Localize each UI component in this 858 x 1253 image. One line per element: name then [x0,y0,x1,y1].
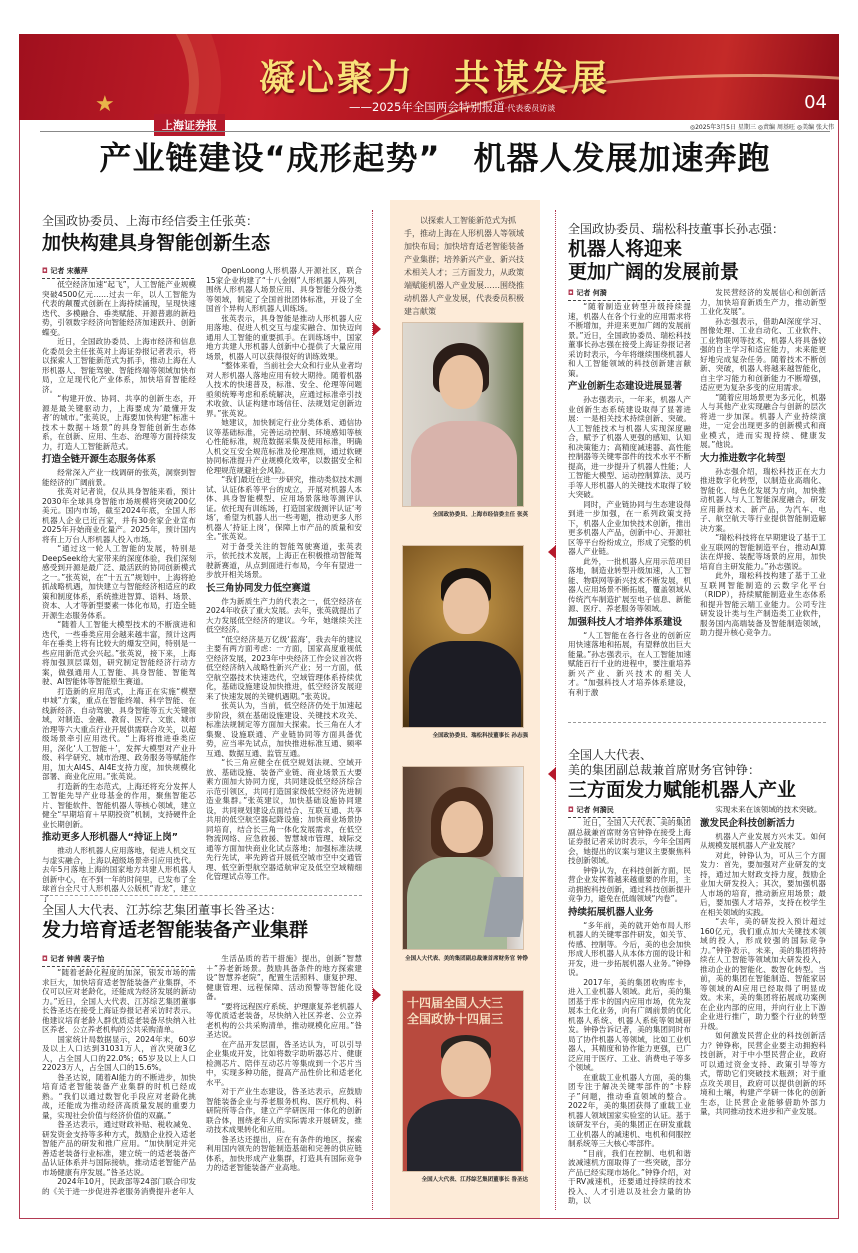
paragraph: 孙志强表示，借助AI深度学习、图像处理、工业自动化、工业软件、工业物联网等技术，机器人将具备较强的自主学习和适应能力，未来能更好地完成复杂任务。随着技术不断创新、突破，机器人将越来越智能化，自主学习能力和创新能力不断增强，适应更为复杂多变的应用需求。 [700,316,826,392]
paragraph: “目前，我们在控制、电机和谐波减速机方面取得了一些突破，部分产品已经实现市场化。”钟铮介绍，对于RV减速机，还要通过持续的技术投入、人才引进以及社会力量的协助，以 [568,1148,691,1205]
paragraph: “通过这一轮人工智能的发展，特别是DeepSeek给大家带来的深度体验，我们深刻感受到开源是最广泛、最活跃的协同创新模式之一。”张英说，在“十五五”规划中，上海将抢抓战略机遇，加快建立与智能经济相适应的政策和制度体系，系统推进智算、语料、场景、资本、人才等新型要素一体化布局，打造全链开源生态服务体系。 [42,544,196,620]
column-divider [372,210,373,1210]
paragraph: 此外，一批机器人应用示范项目落地，制造业转型升级加速，人工智能、物联网等新兴技术不断发展，机器人应用场景不断拓展，覆盖领域从传统汽车制造扩展至电子信息、新能源、医疗、养老服务等领域。 [568,556,691,613]
paragraph: “随着老龄化程度的加深，银发市场的需求巨大，加快培育适老智能装备产业集群，不仅可以应对老龄化，还能成为经济发展的新动力。”近日，全国人大代表、江苏综艺集团董事长昝圣达在接受上海证券报记者采访时表示。他建议培育老龄人群优质适老装备尽快纳入社区养老、公立养老机构的公共采购清单。 [42,968,196,1034]
paragraph: “整体来看，当前社会大众和行业从业者均对人形机器人落地应用有较大期待。随着机器人技术的快速普及，标准、安全、伦理等问题亟须统筹考虑和系统解决，应通过标准牵引技术收敛、认证构建市场信任、法规划定创新边界。”张英说。 [206,361,362,418]
paragraph: “多年前，美的就开始布局人形机器人的关键零部件研发，如关节、传感、控制等。今后，美的也会加快形成人形机器人从本体方面的设计和开发，进一步拓展机器人业务。”钟铮说。 [568,920,691,977]
section-subheading: 推动更多人形机器人“持证上岗” [42,832,178,843]
paragraph: 在产品开发层面，昝圣达认为，可以引导企业集成开发，比如将数字助听器芯片、健康检测芯片、陪伴互动芯片等集成到一个芯片当中，实现多种功能，提高产品性价比和适老化水平。 [206,1039,362,1087]
paragraph: “长三角应健全在低空规划法规、空域开放、基础设施、装备产业链、商业场景五大要素方面加大协同力度，共同建设低空经济综合示范引领区，共同打造国家级低空经济先进制造业集群。”张英建议，加快基础设施协同建设，共同规划建设点面结合、互联互通、共享共用的低空航空器起降设施；加快商业场景协同培育，结合长三角一体化发展需求，在低空物流网络、应急救援、智慧城市管理、城际交通等方面加快商业化试点落地；加强标准法规先行先试，率先跨省开展低空城市空中交通管理、低空新型航空器适航审定及低空空域精细化管理试点等工作。 [206,758,362,881]
paragraph: 作为新质生产力的代表之一，低空经济在2024年收获了重大发展。去年，张英就提出了大力发展低空经济的建议。今年，她继续关注低空经济。 [206,596,363,634]
paragraph: 昝圣达还提出，应在有条件的地区，探索利用国内领先的智能制造基础和完善的供应链体系，加快形成产业集群，打造具有国际竞争力的适老智能装备产业高地。 [206,1134,362,1172]
column-divider [555,210,556,1210]
section-subheading: 持续拓展机器人业务 [568,906,654,918]
paragraph: 近日，全国政协委员、上海市经济和信息化委员会主任张英对上海证券报记者表示，将以探索人工智能新范式为抓手，推动上海在人形机器人、智能驾驶、智能终端等领域加快布局，立足现代化产业体系，加快培育智能经济。 [42,337,196,394]
paragraph: “随着制造业转型升级持续提速，机器人在各个行业的应用需求将不断增加，并迎来更加广阔的发展前景。”近日，全国政协委员、瑞松科技董事长孙志强在接受上海证券报记者采访时表示，今年将继续围绕机器人和人工智能领域的科技创新建言献策。 [568,302,691,378]
banner-title: 凝心聚力 共谋发展 [259,58,611,99]
paragraph: 对于产业生态建设，昝圣达表示，应鼓励智能装备企业与养老服务机构、医疗机构、科研院所等合作，建立产学研医用一体化的创新联合体，围绕老年人的实际需求开展研发，推动技术成果转化和应用。 [206,1087,362,1134]
article-title: 加快构建具身智能创新生态 [42,232,271,254]
paragraph: 对此，钟铮认为，可从三个方面发力：首先，要加强对产业研发的支持，通过加大财政支持力度，鼓励企业加大研发投入；其次，要加强机器人市场的培育，推动新应用场景；最后，要加强人才培养，支持在校学生在相关领域的实践。 [700,850,826,917]
paragraph: 国家统计局数据显示，2024年末，60岁及以上人口达到31031万人，首次突破3亿人，占全国人口的22.0%；65岁及以上人口22023万人，占全国人口的15.6%。 [42,1034,196,1072]
paragraph: “瑞松科技将在早期建设了基于工业互联网的智能制造平台，推动AI算法在焊接、装配等场景的应用，加快培育自主研发能力。”孙志强说。 [700,533,826,571]
article-title: 发力培育适老智能装备产业集群 [42,919,309,941]
article-column [206,954,362,1173]
paragraph: 张英对记者说，仅从具身智能来看，预计2030年全球具身智能市场规模将突破200亿美元。国内市场，截至2024年底，全国人形机器人企业已近百家，并有30余家企业宣布2025年开始商业化量产。2025年，预计国内将有上万台人形机器人投入市场。 [42,487,196,544]
paragraph: “去年，美的研发投入预计超过160亿元，我们重点加大关键技术领域的投入，形成较强的国际竞争力。”钟铮表示，未来，美的集团将持续在人工智能等领域加大研发投入，推动企业的智能化、数智化转型。当前，美的集团在智能制造、智能家居等领域的AI应用已经取得了明显成效。未来，美的集团将拓展成功案例在企业内部的应用，并向行业上下游企业进行推广，助力整个行业的转型升级。 [700,917,826,1031]
article-column [42,968,196,1196]
paragraph: 发民营经济的发展信心和创新活力，加快培育新质生产力，推动新型工业化发展”。 [700,288,826,316]
article-separator [568,722,826,723]
paragraph: 生活品质的若干措施》提出，创新“智慧＋”养老新场景。鼓励具备条件的地方探索建设“智慧养老院”，配置生活照料、康复护理、健康管理、远程保障、活动预警等智能化设备。 [206,954,362,1001]
header-rule [40,131,830,132]
photo-backdrop-text [407,995,524,1027]
paragraph: 张英认为，当前，低空经济仍处于加速起步阶段，须在基础设施建设、关键技术攻关、标准法规制定等方面加大探索。长三角在人才集聚、设施联通、产业链协同等方面具备优势，应当率先试点，加快推进标准互通、频率互通、数据互通、监管互通。 [206,701,362,758]
newspaper-logo: 上海证券报 [154,114,225,136]
article-byline: ◘ 记者 何漪民 [568,805,690,818]
photo-sun-zhiqiang [402,545,524,728]
article-kicker: 全国人大代表、 美的集团副总裁兼首席财务官钟铮： [568,748,761,777]
paragraph: “要将远程医疗系统、护理康复养老机器人等优质适老装备，尽快纳入社区养老、公立养老机构的公共采购清单，推动规模化应用。”昝圣达说。 [206,1001,362,1039]
paragraph: 昝圣达表示，通过财政补贴、税收减免、研发资金支持等多种方式，鼓励企业投入适老智能产品的研发和推广应用。“加快制定并完善适老装备行业标准，建立统一的适老装备产品认证体系并与国际接轨，推动适老智能产品市场健康有序发展。”昝圣达说。 [42,1120,196,1177]
backdrop-line: 全国政协十四届三 [407,1012,504,1026]
paragraph: 低空经济加速“起飞”，人工智能产业规模突破4500亿元……过去一年，以人工智能为代表的颠覆式创新在上海持续涌现，呈现快速迭代、多模融合、垂类赋能、开源普惠的新趋势，引领数字经济向智能经济加速跃升、创新蝶变。 [42,280,196,337]
paragraph: 对于备受关注的智能驾驶赛道，张英表示，依托技术发展，上海正在积极推动智能驾驶新赛道，从点到面进行布局，今年有望进一步放开相关场景。 [206,541,362,579]
paragraph: 如何激发民营企业的科技创新活力？钟铮称，民营企业要主动拥抱科技创新，对于中小型民营企业，政府可以通过资金支持、政策引导等方式，帮助它们突破技术瓶颈；对于重点攻关项目，政府可以提供创新的环境和土壤，构建产学研一体化的创新生态，让民营企业能够借助外部力量，共同推动技术进步和产业发展。 [700,1031,826,1116]
pointer-left-icon [548,767,556,781]
article-column [206,266,362,882]
section-subheading: 产业创新生态建设进展显著 [568,381,683,392]
article-column [700,805,826,1117]
article-kicker: 全国人大代表、江苏综艺集团董事长昝圣达： [42,903,283,917]
section-banner [19,34,839,120]
section-subheading: 大力推进数字化转型 [700,452,786,464]
page-number: 04 [804,92,827,113]
paragraph: 实现未来在该领域的技术突破。 [715,805,822,814]
paragraph: “我们最近在进一步研究，推动类似技术测试、认证体系等平台的成立，开展对机器人本体、具身智能模型、应用场景落地等测评认证。依托现有训练场，打造国家级测评认证‘考场’，希望为机器人出一些考题，推动更多人形机器人‘持证上岗’，保障上市产品的质量和安全。”张英说。 [206,475,362,541]
photo-zhang-ying [402,322,524,507]
article-byline: ◘ 记者 钟茜 裴子怡 [42,954,194,967]
pointer-right-icon [373,322,381,336]
paragraph: 机器人产业发展方兴未艾。如何从规模发展机器人产业发展？ [700,831,826,850]
paragraph: “人工智能在各行各业的创新应用快速落地和拓展，有望释放出巨大能量。”孙志强表示，在人工智能加速赋能百行千业的进程中，要注重培养新兴产业、新兴技术的相关人才。“加强科技人才培养体系建设，有利于激 [568,630,691,697]
backdrop-line: 十四届全国人大三 [407,996,504,1010]
paragraph: OpenLoong人形机器人开源社区，联合15家企业构建了“十八金刚”人形机器人阵列，围绕人形机器人场景应用、具身智能分级分类等领域，制定了全国首批团体标准，开设了全国首个异构人形机器人训练场。 [206,266,362,313]
photo-caption: 全国人大代表、江苏综艺集团董事长 昝圣达 [421,1177,528,1183]
banner-subtitle-tag: ·代表委员访谈 [504,104,556,113]
banner-subtitle [349,99,555,115]
paragraph: 钟铮认为，在科技创新方面，民营企业发挥着越来越重要的作用，主动拥抱科技创新，通过科技创新提升竞争力，避免在低端领域“内卷”。 [568,865,691,903]
article-kicker: 全国政协委员、瑞松科技董事长孙志强： [568,222,785,236]
article-column [42,280,196,903]
paragraph: 经常深入产业一线调研的张英，洞察到智能经济的广阔前景。 [42,468,196,487]
article-column [568,818,691,1206]
section-subheading: 加强科技人才培养体系建设 [568,616,683,628]
paragraph: “低空经济是万亿级‘蓝海’，我去年的建议主要有两方面考虑：一方面，国家高度重视低空经济发展，2023年中央经济工作会议首次将低空经济纳入战略性新兴产业；另一方面，低空航空器技术快速迭代，空域管理体系持续优化，基础设施建设加快推进，低空经济发展迎来了快速发展的关键机遇期。”张英说。 [206,634,363,701]
paragraph: “随着应用场景更为多元化，机器人与其他产业实现融合与创新的层次将进一步加深。机器人产业持续演进，一定会出现更多的创新模式和商业模式，进而实现持续、健康发展。”他说。 [700,392,826,449]
article-title: 机器人将迎来 更加广阔的发展前景 [568,238,740,283]
article-byline: ◘ 记者 何漪 [568,288,690,301]
photo-caption: 全国人大代表、美的集团副总裁兼首席财务官 钟铮 [405,956,528,962]
paragraph: 在重载工业机器人方面，美的集团专注于解决关键零部件的“卡脖子”问题，推动垂直领域的整合。2022年，美的集团获得了重载工业机器人领域国家实验室的认证。基于该研发平台，美的集团正在研发重载工业机器人的减速机、电机和伺服控制系统等三大核心零部件。 [568,1072,691,1148]
photo-zhong-zheng [402,766,524,950]
pointer-left-icon [548,545,556,559]
section-subheading: 打造全链开源生态服务体系 [42,454,157,465]
paragraph: “构建开放、协同、共享的创新生态，开源是最关键驱动力，上海要成为‘最懂开发者’的城市。”张英说，上海要加快构建“标准＋技术＋数据＋场景”的具身智能创新生态体系，在创新、应用、生态、治理等方面持续发力，打造人工智能新范式。 [42,394,196,451]
banner-subtitle-text: ——2025年全国两会特别报道 [349,100,505,114]
paragraph: 推动人形机器人应用落地，促进人机交互与虚实融合，上海以超级场景牵引应用迭代。去年5月落地上海的国家地方共建人形机器人创新中心，在不到一年的时间里，已发布了全球首台全尺寸人形机器人公版机“青龙”，建立了 [42,846,196,903]
national-emblem-star-icon: ★ [95,92,115,117]
article-column [700,288,826,638]
paragraph: 她建议，加快制定行业分类体系、通信协议等基础标准，完善运动控制、环境感知等核心性能标准，规范数据采集及使用标准，明确人机交互安全规范标准及伦理准则，通过软硬协同标准提升产业规模化效率，以数据安全和伦理规范规避社会风险。 [206,418,362,475]
section-subheading: 激发民企科技创新活力 [700,817,796,829]
article-column [568,302,691,697]
section-subheading: 长三角协同发力低空赛道 [206,582,311,594]
paragraph: 2017年，美的集团收购库卡，进入工业机器人领域。此后，美的集团基于库卡的国内应用市场，优先发展本土化业务，向有广阔前景的优化机器人系统、机器人系统等领域研发。钟铮告诉记者，美的集团同时布局了协作机器人等领域，比如工业机器人，其精度和协作能力更强，已广泛应用于医疗、工业、消费电子等多个领域。 [568,977,691,1072]
paragraph: 孙志强表示，一年来，机器人产业创新生态系统建设取得了显著进展：一是相关技术持续创新、突破。人工智能技术与机器人实现深度融合，赋予了机器人更强的感知、认知和决策能力；高精度减速器、高性能控制器等关键零部件的技术水平不断提高，进一步提升了机器人性能；人工智能大模型、运动控制算法、灵巧手等人形机器人的关键技术取得了较大突破。 [568,395,691,499]
page-headline: 产业链建设“成形起势” 机器人发展加速奔跑 [99,139,771,177]
paragraph: 此外，瑞松科技构建了基于工业互联网智能制造的云数字化平台（RIDP），持续赋能制造业生态体系和提升智能云端工业能力。公司专注研发设计类与生产制造类工业软件，服务国内高端装备及智能制造领域，助力提升核心竞争力。 [700,571,826,637]
paragraph: “随着人工智能大模型技术的不断演进和迭代，一些垂类应用会越来越丰富，预计这两年在垂类上将有比较大的爆发空间，特别是一些应用新范式会兴起。”张英说，接下来，上海将加强顶层谋划，研究制定智能经济行动方案，做强通用人工智能、具身智能、智能驾驶、AI智能体等智能原生赛道。 [42,620,196,686]
article-title: 三方面发力赋能机器人产业 [568,779,797,801]
paragraph: 昝圣达说，随着AI能力的不断进步，加快培育适老智能装备产业集群的时机已经成熟。“我们以通过数智化手段应对老龄化挑战，还能成为推动经济高质量发展的重要力量，实现社会价值与经济价值的双赢。” [42,1072,196,1120]
dateline: ◎2025年3月5日 星期三 ◎责编 周基旺 ◎美编 张大伟 [689,124,834,131]
paragraph: 孙志强介绍，瑞松科技正在大力推进数字化转型，以制造业高端化、智能化、绿色化发展为方向，加快推动机器人与人工智能深度融合，研发应用新技术、新产品，为汽车、电子、航空航天等行业提供智能制造解决方案。 [700,466,826,533]
paragraph: 同时，产业链协同与生态建设得到进一步加强，在一系列政策支持下，机器人企业加快技术创新，推出更多机器人产品，创新中心、开源社区等平台纷纷成立，形成了完整的机器人产业链。 [568,499,691,556]
pointer-right-icon [373,988,381,1002]
lead-summary: 以探索人工智能新范式为抓手，推动上海在人形机器人等领域加快布局；加快培育适老智能装备产业集群；培养新兴产业、新兴技术相关人才；三方面发力，从政策端赋能机器人产业发展……围绕推动机器人产业发展，代表委员积极建言献策 [404,216,524,316]
paragraph: 2024年10月，民政部等24部门联合印发的《关于进一步促进养老服务消费提升老年人 [42,1177,196,1196]
article-kicker: 全国政协委员、上海市经信委主任张英： [42,214,259,228]
photo-caption: 全国政协委员、上海市经信委主任 张英 [432,512,528,518]
paragraph: 打造新的生态范式，上海还将充分发挥人工智能先导产业母基金的作用，聚焦智能芯片、智能软件、智能机器人等核心领域，建立健全“早期培育＋早期投资”机制，支持硬件企业长期创新。 [42,781,196,829]
paragraph: 近日，全国人大代表、美的集团副总裁兼首席财务官钟铮在接受上海证券报记者采访时表示，今年全国两会，她提出的议案与建议主要聚焦科技创新领域。 [568,818,691,865]
photo-zan-shengda [402,990,524,1172]
photo-caption: 全国政协委员、瑞松科技董事长 孙志强 [432,733,528,739]
paragraph: 打造新的应用范式，上海正在实施“模塑申城”方案，重点在智能终端、科学智能、在线新经济、自动驾驶、具身智能等五大关键领域，对制造、金融、教育、医疗、文旅、城市治理等六大重点行业开展供需联合攻关，以超级场景牵引应用迭代。“上海将推进垂类应用，深化‘人工智能＋’，发挥大模型对产业升级、科学研究、城市治理、政务服务等赋能作用，加大AI4S、AI4E支持力度，加快规模化部署、商业化应用。”张英说。 [42,686,196,781]
article-byline: ◘ 记者 宋薇萍 [42,266,194,279]
paragraph: 张英表示，具身智能是推动人形机器人应用落地、促进人机交互与虚实融合、加快迈向通用人工智能的重要抓手。在训练场中，国家地方共建人形机器人创新中心提供了大量应用场景，机器人可以获得很好的训练效果。 [206,313,362,361]
